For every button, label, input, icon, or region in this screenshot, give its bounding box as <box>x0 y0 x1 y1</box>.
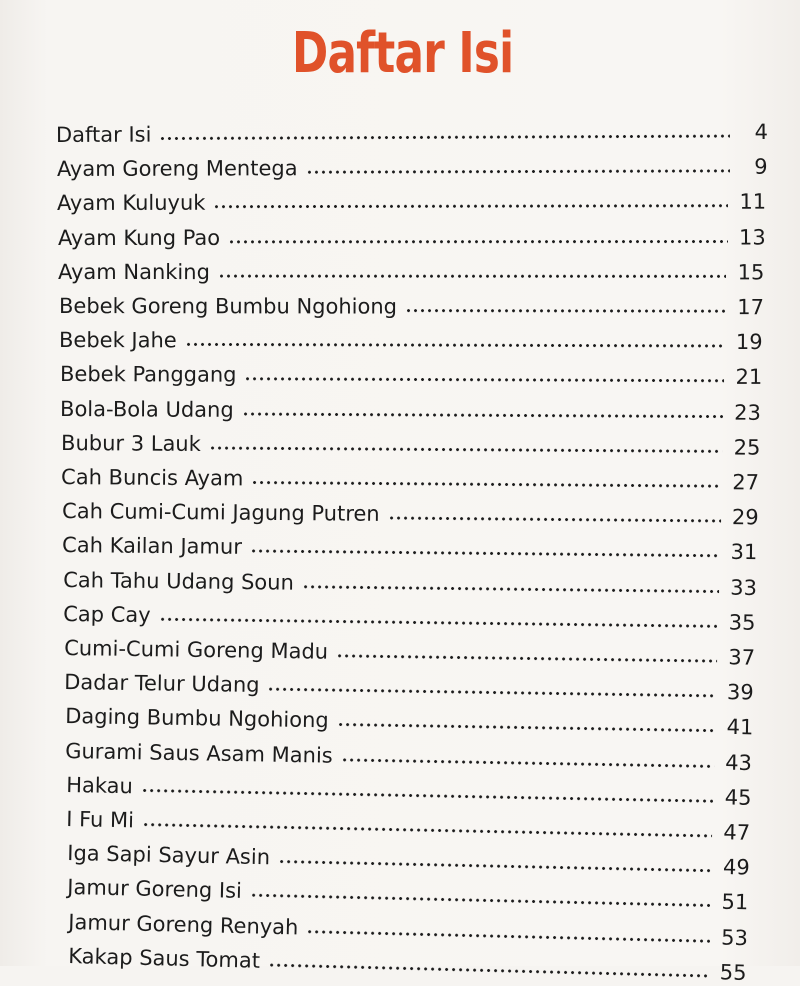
dot-leader <box>404 308 725 315</box>
toc-entry-label: Ayam Nanking <box>58 259 210 284</box>
toc-entry-label: Bebek Jahe <box>59 328 177 353</box>
dot-leader <box>301 583 718 594</box>
toc-entry-label: Hakau <box>65 772 133 799</box>
toc-entry-label: Daftar Isi <box>55 122 152 148</box>
toc-entry-label: Ayam Kuluyuk <box>56 191 206 216</box>
toc-entry <box>60 392 761 426</box>
toc-entry <box>57 220 765 250</box>
toc-entry-page: 25 <box>733 435 761 460</box>
dot-leader <box>251 479 721 489</box>
toc-entry <box>61 426 761 461</box>
toc-entry-page: 41 <box>725 715 754 740</box>
toc-entry-page: 43 <box>724 750 753 775</box>
toc-entry-page: 17 <box>736 295 764 320</box>
toc-entry-label: Ayam Kung Pao <box>57 225 220 250</box>
dot-leader <box>267 686 715 699</box>
toc-entry-page: 13 <box>738 225 766 250</box>
toc-entry <box>60 357 762 390</box>
toc-entry-page: 33 <box>729 575 757 600</box>
toc-entry-page: 19 <box>735 330 763 355</box>
toc-entry <box>64 665 754 705</box>
toc-entry-label: Cap Cay <box>63 601 151 627</box>
dot-leader <box>306 928 710 944</box>
dot-leader <box>140 787 713 804</box>
toc-entry <box>63 597 756 636</box>
toc-entry-page: 4 <box>754 119 768 144</box>
dot-leader <box>277 859 711 874</box>
toc-entry-page: 51 <box>721 890 749 915</box>
toc-entry-page: 29 <box>731 505 759 530</box>
dot-leader <box>336 722 715 734</box>
toc-entry-label: Dadar Telur Udang <box>64 670 260 698</box>
dot-leader <box>250 548 719 559</box>
toc-entry <box>65 699 754 740</box>
toc-entry-page: 47 <box>723 820 751 845</box>
toc-entry-label: Bebek Goreng Bumbu Ngohiong <box>58 294 397 319</box>
toc-entry <box>62 528 757 565</box>
toc-entry <box>56 150 767 182</box>
toc-entry-page: 15 <box>737 260 765 285</box>
toc-entry-label: Jamur Goreng Renyah <box>67 909 299 940</box>
toc-entry-page: 39 <box>726 680 754 705</box>
toc-entry-label: Cah Kailan Jamur <box>62 533 243 560</box>
toc-entry-label: Ayam Goreng Mentega <box>56 156 298 182</box>
page-title: Daftar Isi <box>292 21 514 86</box>
toc-entry-label: Cah Buncis Ayam <box>61 465 244 491</box>
toc-entry <box>59 289 764 320</box>
dot-leader <box>159 133 730 141</box>
dot-leader <box>228 238 728 244</box>
toc-entry-page: 31 <box>730 540 758 565</box>
dot-leader <box>305 168 729 175</box>
toc-entry-page: 21 <box>734 365 762 390</box>
toc-entry <box>62 494 759 530</box>
toc-entry-label: Jamur Goreng Isi <box>67 875 243 904</box>
dot-leader <box>335 653 716 664</box>
toc-entry-page: 37 <box>727 645 755 670</box>
toc-entry-label: Iga Sapi Sayur Asin <box>66 841 270 870</box>
toc-entry-page: 23 <box>734 400 761 425</box>
toc-entry <box>63 563 757 601</box>
toc-entry-page: 49 <box>722 855 750 880</box>
toc-entry-page: 27 <box>732 470 760 495</box>
toc-entry-label: Cumi-Cumi Goreng Madu <box>63 636 328 664</box>
toc-entry-label: Cah Cumi-Cumi Jagung Putren <box>61 499 380 527</box>
toc-entry-label: Bubur 3 Lauk <box>60 430 201 456</box>
toc-entry-page: 35 <box>728 610 756 635</box>
toc-entry <box>58 255 764 285</box>
toc-entry-label: Cah Tahu Udang Soun <box>62 567 294 595</box>
toc-entry-label: Bebek Panggang <box>59 362 237 388</box>
dot-leader <box>142 822 712 839</box>
toc-entry <box>59 323 763 355</box>
toc-entry <box>64 631 755 671</box>
dot-leader <box>250 893 711 909</box>
dot-leader <box>244 376 724 384</box>
toc-entry-page: 11 <box>739 190 767 215</box>
dot-leader <box>159 616 718 629</box>
dot-leader <box>341 756 714 769</box>
dot-leader <box>185 342 725 350</box>
toc-entry-page: 55 <box>719 960 747 985</box>
toc-entry-label: Daging Bumbu Ngohiong <box>64 704 329 733</box>
toc-entry <box>56 115 768 148</box>
dot-leader <box>387 515 720 524</box>
toc-entry-page: 45 <box>724 785 752 810</box>
toc-entry <box>61 460 759 495</box>
toc-entry-label: Gurami Saus Asam Manis <box>65 738 333 768</box>
dot-leader <box>268 962 709 979</box>
toc-entry-page: 9 <box>753 154 768 179</box>
toc-entry <box>57 185 766 216</box>
toc-entry-label: Bola-Bola Udang <box>60 396 234 422</box>
dot-leader <box>242 411 723 420</box>
dot-leader <box>213 203 728 210</box>
toc-entry-label: I Fu Mi <box>66 807 135 833</box>
toc-entry-label: Kakap Saus Tomat <box>68 943 261 973</box>
dot-leader <box>218 273 726 279</box>
toc-entry-page: 53 <box>720 925 748 950</box>
dot-leader <box>208 445 722 454</box>
